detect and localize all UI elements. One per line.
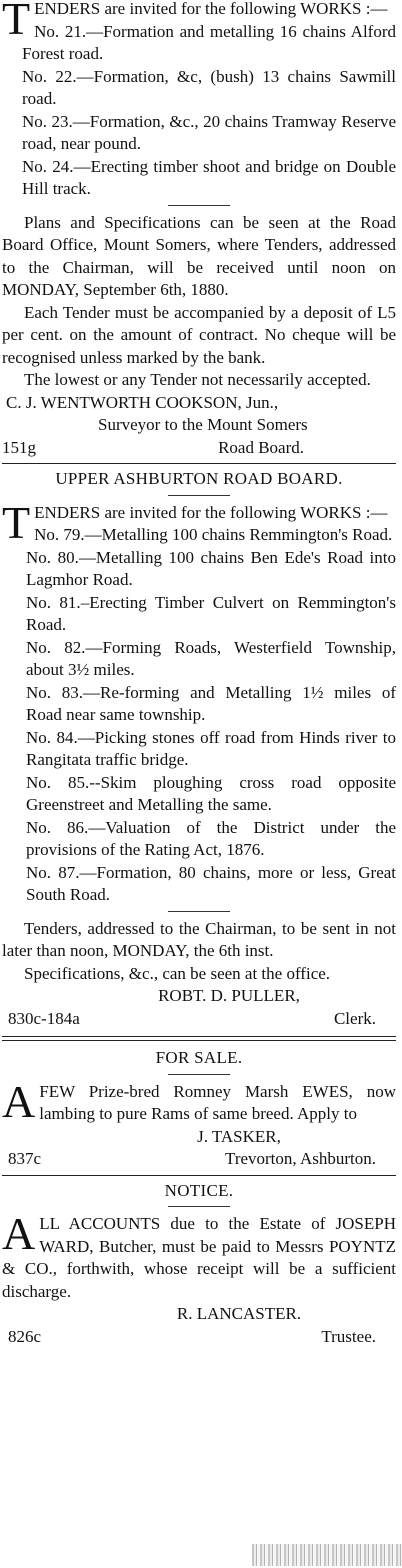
signer-title: Surveyor to the Mount Somers [98,415,308,434]
ad-reference: 837c [8,1149,42,1168]
drop-cap: A [2,1208,36,1259]
list-item: No. 23.—Formation, &c., 20 chains Tramway Reserve road, near pound. [22,111,397,153]
list-item: No. 24.—Erecting timber shoot and bridge on Double Hill track. [22,156,397,198]
notice-ad [2,1180,396,1349]
paragraph: Tenders, addressed to the Chairman, to be sent in not later than noon, MONDAY, the 6th inst. [2,918,396,960]
drop-cap: T [2,0,31,44]
list-item: No. 22.—Formation, &c, (bush) 13 chains Sawmill road. [22,66,396,108]
divider [168,911,230,912]
ad-reference: 830c-184a [8,1008,80,1028]
works-list [26,524,396,907]
signer-title: Clerk. [333,1008,376,1028]
ad-reference: 826c [8,1326,42,1346]
list-item: No. 85.--Skim ploughing cross road opposite Greenstreet and Metalling the same. [26,772,397,814]
paragraph: The lowest or any Tender not necessarily accepted. [24,370,371,389]
list-item: No. 80.—Metalling 100 chains Ben Ede's Road into Lagmhor Road. [26,547,397,589]
divider [168,1074,230,1075]
list-item: No. 79.—Metalling 100 chains Remmington's Road. [34,525,393,544]
tender-ad-mount-somers [2,0,396,459]
list-item: No. 21.—Formation and metalling 16 chains Alford Forest road. [22,21,396,63]
signature-row [2,1326,396,1349]
lead-text: ENDERS are invited for the following WORKS :— [34,502,388,522]
paragraph: Each Tender must be accompanied by a deposit of L5 per cent. on the amount of contract. No cheque will be recognised unless marked by the bank. [2,302,396,367]
drop-cap: A [2,1075,36,1127]
drop-cap: T [2,496,31,548]
signer-name: J. TASKER, [197,1126,281,1146]
list-item: No. 81.–Erecting Timber Culvert on Remmington's Road. [26,592,396,634]
paragraph: Plans and Specifications can be seen at the Road Board Office, Mount Somers, where Tenders, addressed to the Chairman, will be received until noon on MONDAY, September 6th, 1880. [2,212,396,299]
signer-address: Trevorton, Ashburton. [225,1149,376,1168]
tender-ad-upper-ashburton [2,468,396,1030]
works-list [22,21,396,201]
list-item: No. 87.—Formation, 80 chains, more or less, Great South Road. [26,862,397,904]
signer-title: Trustee. [321,1326,376,1346]
list-item: No. 84.—Picking stones off road from Hinds river to Rangitata traffic bridge. [26,727,396,769]
section-divider [2,1036,396,1041]
divider [168,1206,230,1207]
signature-row [2,1008,396,1031]
ad-heading: FOR SALE. [155,1048,243,1067]
signer-name: R. LANCASTER. [176,1304,302,1323]
list-item: No. 86.—Valuation of the District under the provisions of the Rating Act, 1876. [26,817,396,859]
signature-row [2,1148,396,1171]
divider [168,495,230,496]
list-item: No. 83.—Re-forming and Metalling 1½ miles of Road near same township. [26,682,396,724]
ad-lead [2,1075,396,1127]
print-smudge [252,1544,402,1566]
paragraph: Specifications, &c., can be seen at the office. [24,963,331,983]
signer-name: C. J. WENTWORTH COOKSON, Jun., [6,392,279,412]
signer-title-cont: Road Board. [218,437,304,457]
ad-heading: UPPER ASHBURTON ROAD BOARD. [55,469,343,488]
for-sale-ad [2,1047,396,1171]
signer-name: ROBT. D. PULLER, [158,986,300,1005]
lead-text: LL ACCOUNTS due to the Estate of JOSEPH WARD, Butcher, must be paid to Messrs POYNTZ & CO., forthwith, whose receipt will be a sufficient discharge. [2,1214,396,1301]
signature-row [2,437,396,460]
lead-text: FEW Prize-bred Romney Marsh EWES, now lambing to pure Rams of same breed. Apply to [39,1081,396,1123]
section-divider [2,463,396,464]
ad-heading: NOTICE. [164,1180,234,1200]
section-divider [2,1175,396,1176]
ad-reference: 151g [2,437,36,457]
divider [168,205,230,206]
list-item: No. 82.—Forming Roads, Westerfield Township, about 3½ miles. [26,637,396,679]
lead-text: ENDERS are invited for the following WORKS :— [34,0,388,18]
ad-lead [2,1208,396,1303]
